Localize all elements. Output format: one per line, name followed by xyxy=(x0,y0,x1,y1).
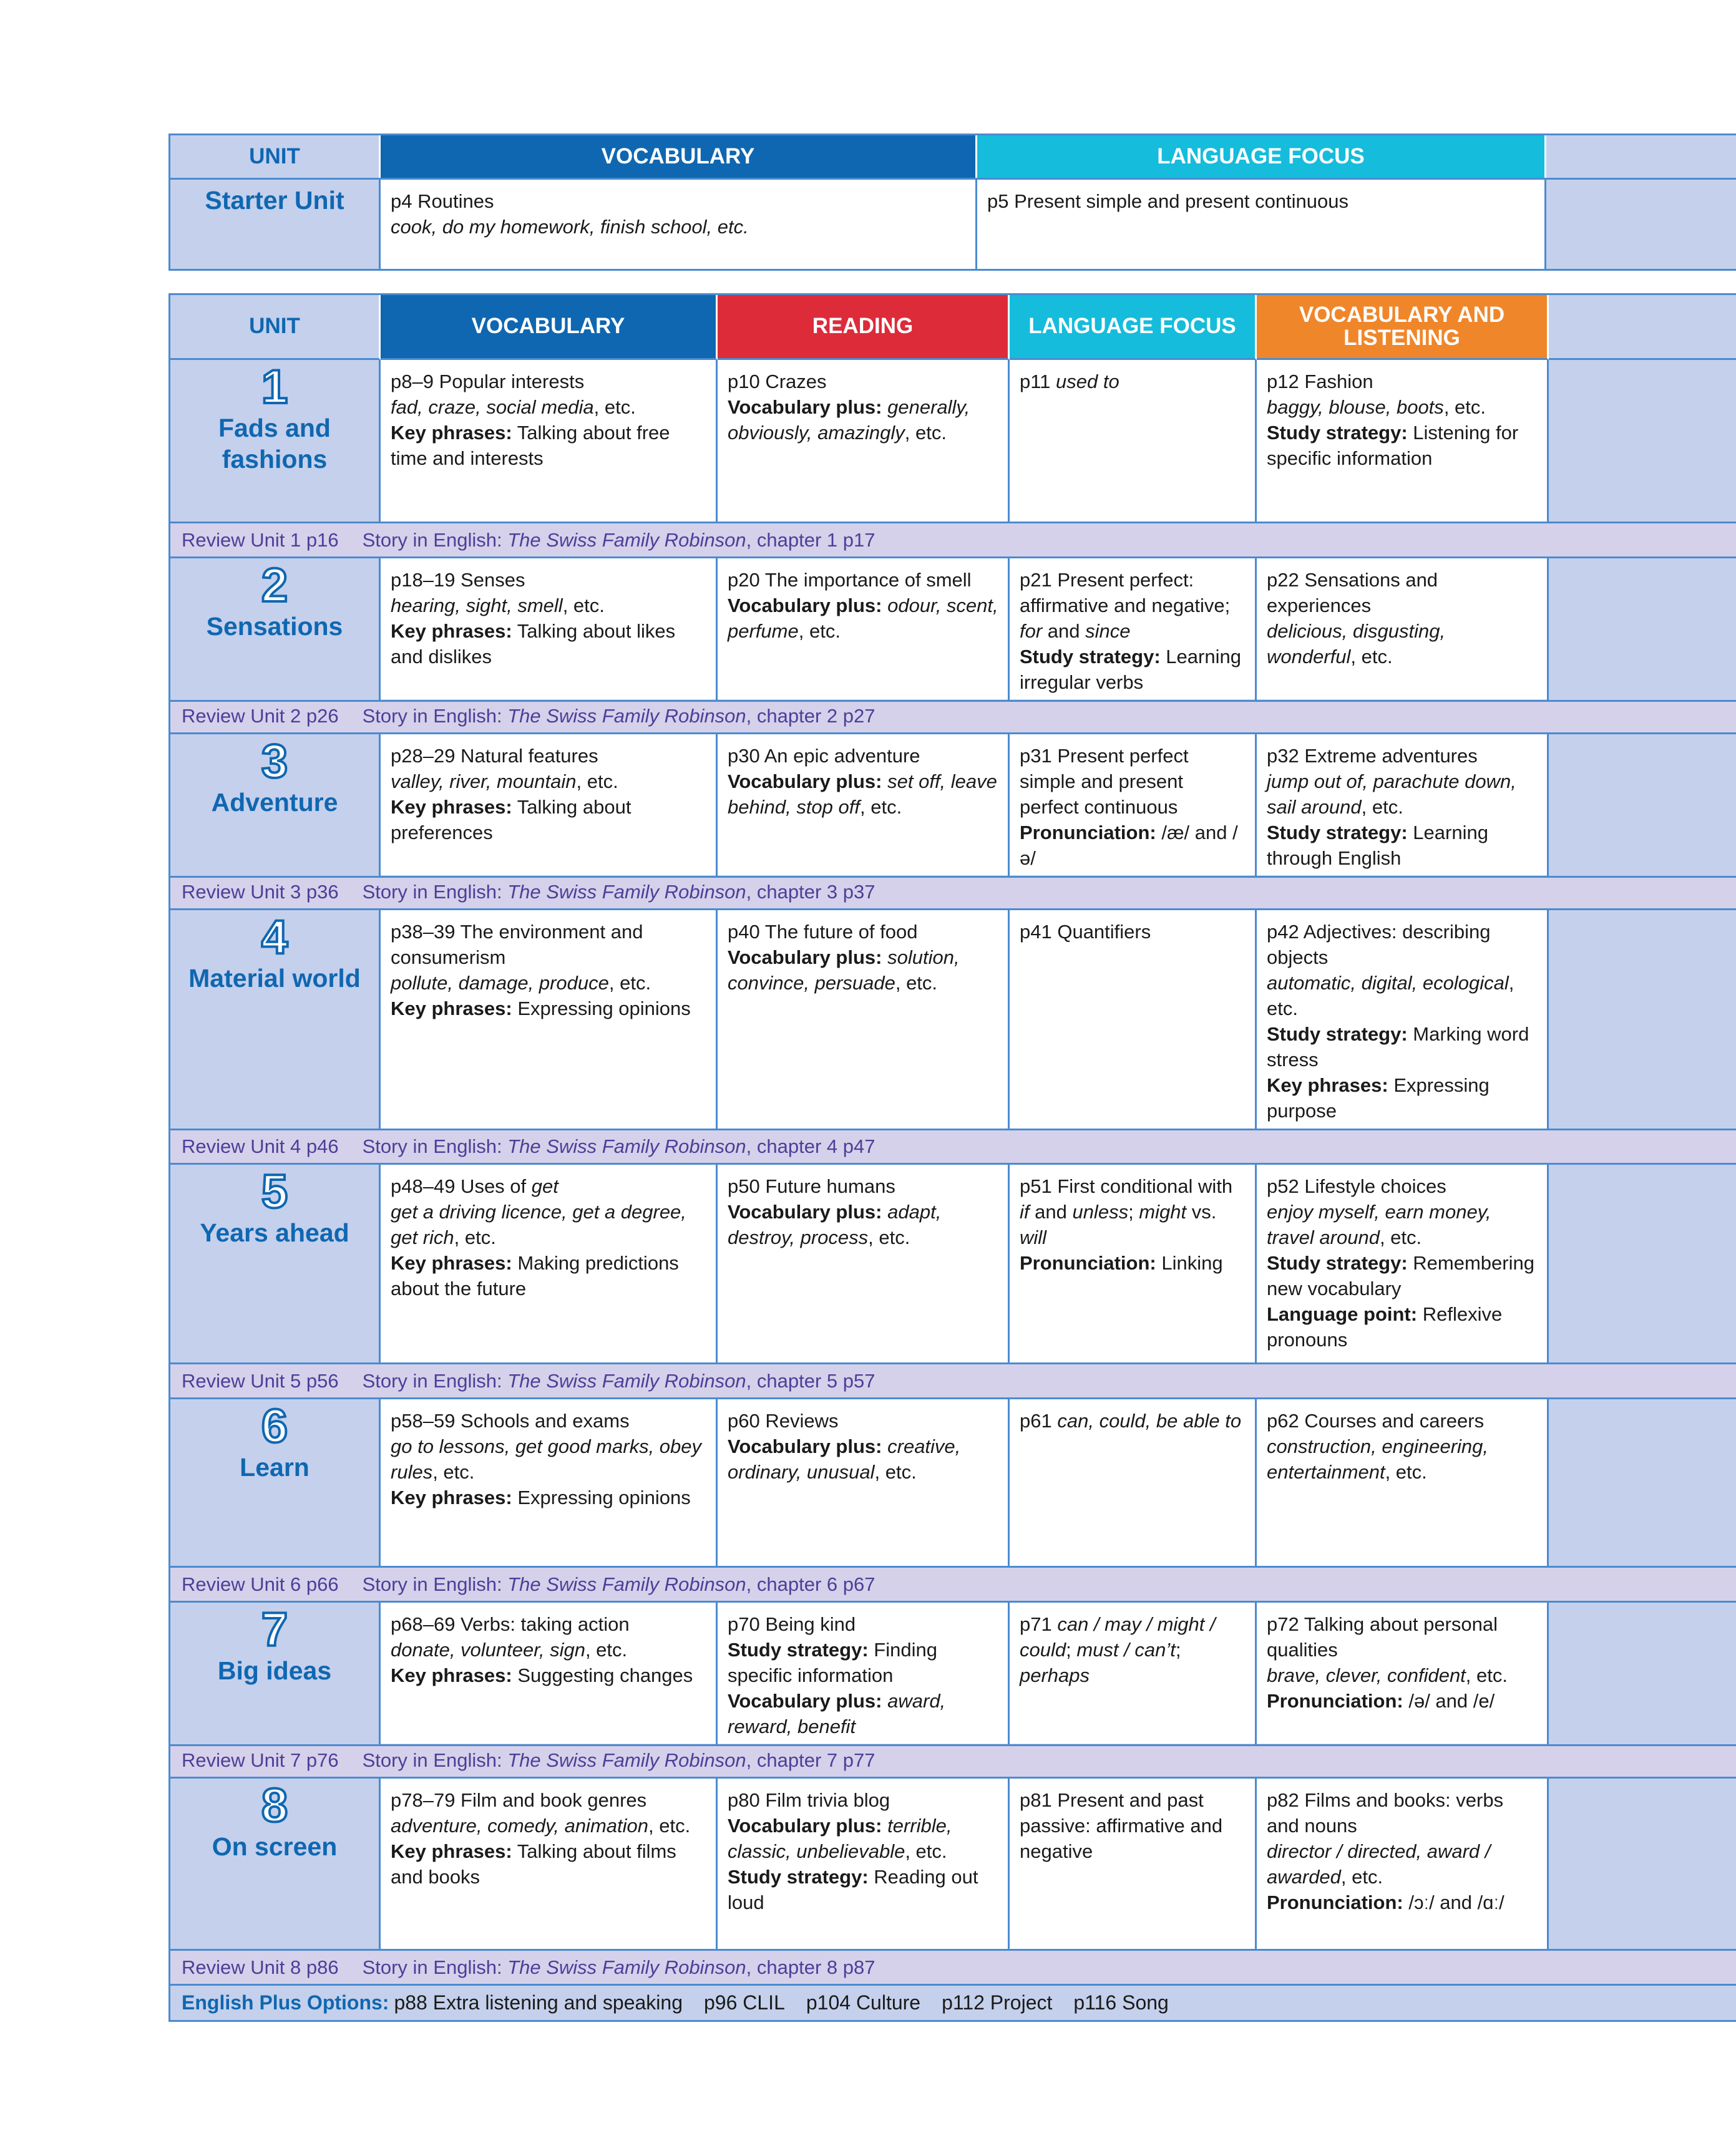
language-focus-cell xyxy=(1010,1165,1257,1364)
vocabulary-cell xyxy=(381,910,718,1130)
review-unit-link: Review Unit 4 p46 xyxy=(182,1135,339,1157)
unit-name: Fads and fashions xyxy=(218,414,331,473)
reading-title: p10 Crazes xyxy=(728,371,827,392)
vocab-listening-title: p42 Adjectives: describing objects xyxy=(1267,921,1491,968)
vocab-listening-study-strategy: Study strategy: Remembering new vocabulary xyxy=(1267,1252,1534,1299)
starter-unit-row xyxy=(168,178,1736,271)
vocabulary-cell xyxy=(381,1165,718,1364)
story-label: Story in English: xyxy=(362,1135,502,1157)
english-plus-item: p104 Culture xyxy=(806,1991,921,2014)
unit-row xyxy=(168,1399,1736,1568)
language-focus-pronunciation: Pronunciation: Linking xyxy=(1020,1252,1223,1274)
vocab-listening-title: p22 Sensations and experiences xyxy=(1267,569,1438,616)
language-focus-text: p71 can / may / might / could; must / can’t; perhaps xyxy=(1020,1613,1216,1686)
unit-row xyxy=(168,558,1736,699)
review-row xyxy=(168,1364,1736,1399)
unit-cell xyxy=(168,558,381,702)
vocab-listening-cell xyxy=(1257,1165,1549,1364)
vocab-listening-study-strategy: Study strategy: Listening for specific information xyxy=(1267,422,1519,469)
unit-row xyxy=(168,1603,1736,1744)
unit-row xyxy=(168,1165,1736,1364)
unit-number: 2 xyxy=(261,559,288,612)
starter-header-row xyxy=(168,134,1736,178)
main-vocabulary-listening-header: VOCABULARY AND LISTENING xyxy=(1257,295,1549,360)
vocab-listening-cell xyxy=(1257,1779,1549,1951)
story-title: The Swiss Family Robinson xyxy=(507,880,746,903)
vocabulary-cell xyxy=(381,1779,718,1951)
reading-vocabulary-plus: Vocabulary plus: odour, scent, perfume, etc. xyxy=(728,595,998,642)
language-focus-cell xyxy=(1010,734,1257,878)
english-plus-item: p116 Song xyxy=(1073,1991,1169,2014)
unit-number: 1 xyxy=(261,361,288,414)
story-label: Story in English: xyxy=(362,1956,502,1978)
vocabulary-cell xyxy=(381,360,718,523)
starter-language-focus-cell: p5 Present simple and present continuous xyxy=(977,180,1546,271)
story-label: Story in English: xyxy=(362,1573,502,1595)
unit-number: 7 xyxy=(261,1603,288,1656)
unit-cell xyxy=(168,1603,381,1746)
story-chapter: , chapter 6 p67 xyxy=(746,1573,875,1595)
vocabulary-examples: pollute, damage, produce, etc. xyxy=(391,972,651,994)
vocabulary-title: p38–39 The environment and consumerism xyxy=(391,921,643,968)
reading-vocabulary-plus: Vocabulary plus: creative, ordinary, unusual, etc. xyxy=(728,1435,961,1483)
reading-vocabulary-plus: Vocabulary plus: generally, obviously, amazingly, etc. xyxy=(728,396,970,444)
english-plus-label: English Plus Options: xyxy=(182,1991,389,2014)
vocab-listening-title: p32 Extreme adventures xyxy=(1267,745,1478,767)
vocabulary-title: p28–29 Natural features xyxy=(391,745,598,767)
language-focus-study-strategy: Study strategy: Learning irregular verbs xyxy=(1020,646,1241,693)
story-label: Story in English: xyxy=(362,704,502,727)
main-vocabulary-header: VOCABULARY xyxy=(381,295,718,360)
review-unit-link: Review Unit 6 p66 xyxy=(182,1573,339,1595)
vocabulary-cell xyxy=(381,558,718,702)
vocab-listening-examples: baggy, blouse, boots, etc. xyxy=(1267,396,1486,418)
vocabulary-title: p8–9 Popular interests xyxy=(391,371,585,392)
starter-table xyxy=(168,134,1736,271)
extra-cell xyxy=(1549,1779,1736,1951)
unit-cell xyxy=(168,734,381,878)
unit-cell xyxy=(168,1779,381,1951)
vocabulary-key-phrases: Key phrases: Talking about free time and interests xyxy=(391,422,670,469)
starter-language-focus-header: LANGUAGE FOCUS xyxy=(977,135,1546,178)
vocab-listening-title: p62 Courses and careers xyxy=(1267,1410,1485,1432)
review-row xyxy=(168,699,1736,734)
reading-vocabulary-plus: Vocabulary plus: set off, leave behind, stop off, etc. xyxy=(728,770,997,818)
vocabulary-key-phrases: Key phrases: Talking about films and books xyxy=(391,1840,676,1888)
vocab-listening-examples: brave, clever, confident, etc. xyxy=(1267,1664,1508,1686)
vocabulary-examples: go to lessons, get good marks, obey rules, etc. xyxy=(391,1435,702,1483)
unit-cell xyxy=(168,1399,381,1568)
story-title: The Swiss Family Robinson xyxy=(507,1956,746,1978)
vocabulary-title: p68–69 Verbs: taking action xyxy=(391,1613,630,1635)
review-row xyxy=(168,1568,1736,1603)
extra-cell xyxy=(1549,734,1736,878)
extra-cell xyxy=(1549,1165,1736,1364)
starter-vocabulary-examples: cook, do my homework, finish school, etc. xyxy=(391,216,749,238)
vocab-listening-title: p12 Fashion xyxy=(1267,371,1373,392)
unit-number: 3 xyxy=(261,735,288,788)
vocabulary-key-phrases: Key phrases: Expressing opinions xyxy=(391,998,691,1019)
vocabulary-key-phrases: Key phrases: Talking about likes and dislikes xyxy=(391,620,676,668)
english-plus-item: p88 Extra listening and speaking xyxy=(394,1991,683,2014)
vocab-listening-examples: director / directed, award / awarded, etc. xyxy=(1267,1840,1491,1888)
story-chapter: , chapter 8 p87 xyxy=(746,1956,875,1978)
unit-cell xyxy=(168,910,381,1130)
vocab-listening-cell xyxy=(1257,1603,1549,1746)
reading-cell xyxy=(718,1399,1010,1568)
vocabulary-examples: fad, craze, social media, etc. xyxy=(391,396,636,418)
unit-name: On screen xyxy=(212,1832,338,1861)
language-focus-cell xyxy=(1010,910,1257,1130)
vocab-listening-study-strategy: Study strategy: Marking word stress xyxy=(1267,1023,1529,1071)
starter-extra-header xyxy=(1546,135,1736,178)
extra-cell xyxy=(1549,910,1736,1130)
vocabulary-examples: get a driving licence, get a degree, get rich, etc. xyxy=(391,1201,686,1248)
reading-title: p30 An epic adventure xyxy=(728,745,920,767)
vocab-listening-study-strategy: Study strategy: Learning through English xyxy=(1267,822,1488,869)
unit-name: Big ideas xyxy=(217,1656,332,1685)
starter-extra-cell xyxy=(1546,180,1736,271)
story-title: The Swiss Family Robinson xyxy=(507,1369,746,1392)
story-label: Story in English: xyxy=(362,1749,502,1771)
story-title: The Swiss Family Robinson xyxy=(507,528,746,551)
vocabulary-key-phrases: Key phrases: Suggesting changes xyxy=(391,1664,693,1686)
starter-vocabulary-title: p4 Routines xyxy=(391,190,494,212)
starter-unit-header: UNIT xyxy=(168,135,381,178)
reading-study-strategy: Study strategy: Reading out loud xyxy=(728,1866,978,1913)
review-row xyxy=(168,523,1736,558)
review-row xyxy=(168,1130,1736,1165)
vocabulary-cell xyxy=(381,1603,718,1746)
main-header-row xyxy=(168,293,1736,360)
vocabulary-key-phrases: Key phrases: Talking about preferences xyxy=(391,796,631,843)
unit-number: 6 xyxy=(261,1400,288,1453)
vocab-listening-title: p72 Talking about personal qualities xyxy=(1267,1613,1498,1661)
review-unit-link: Review Unit 5 p56 xyxy=(182,1369,339,1392)
story-label: Story in English: xyxy=(362,528,502,551)
vocabulary-examples: hearing, sight, smell, etc. xyxy=(391,595,605,616)
review-row xyxy=(168,875,1736,910)
review-row xyxy=(168,1951,1736,1986)
language-focus-cell xyxy=(1010,1779,1257,1951)
reading-study-strategy: Study strategy: Finding specific information xyxy=(728,1639,937,1686)
unit-row xyxy=(168,910,1736,1130)
vocab-listening-examples: automatic, digital, ecological, etc. xyxy=(1267,972,1514,1019)
story-title: The Swiss Family Robinson xyxy=(507,1749,746,1771)
story-chapter: , chapter 1 p17 xyxy=(746,528,875,551)
vocab-listening-examples: enjoy myself, earn money, travel around, etc. xyxy=(1267,1201,1491,1248)
extra-cell xyxy=(1549,1603,1736,1746)
starter-unit-cell xyxy=(168,180,381,271)
story-label: Story in English: xyxy=(362,1369,502,1392)
vocab-listening-cell xyxy=(1257,558,1549,702)
unit-number: 8 xyxy=(261,1779,288,1832)
reading-cell xyxy=(718,360,1010,523)
extra-cell xyxy=(1549,360,1736,523)
starter-unit-name: Starter Unit xyxy=(205,186,344,215)
reading-title: p40 The future of food xyxy=(728,921,918,943)
vocab-listening-cell xyxy=(1257,734,1549,878)
vocab-listening-examples: construction, engineering, entertainment, etc. xyxy=(1267,1435,1489,1483)
reading-title: p50 Future humans xyxy=(728,1175,895,1197)
story-title: The Swiss Family Robinson xyxy=(507,704,746,727)
review-unit-link: Review Unit 3 p36 xyxy=(182,880,339,903)
language-focus-cell xyxy=(1010,558,1257,702)
reading-cell xyxy=(718,558,1010,702)
main-language-focus-header: LANGUAGE FOCUS xyxy=(1010,295,1257,360)
language-focus-pronunciation: Pronunciation: /æ/ and /ə/ xyxy=(1020,822,1238,869)
extra-cell xyxy=(1549,1399,1736,1568)
language-focus-text: p61 can, could, be able to xyxy=(1020,1410,1242,1432)
vocab-listening-cell xyxy=(1257,360,1549,523)
reading-vocabulary-plus: Vocabulary plus: terrible, classic, unbelievable, etc. xyxy=(728,1815,952,1862)
unit-name: Adventure xyxy=(211,788,338,817)
reading-cell xyxy=(718,1165,1010,1364)
unit-number: 5 xyxy=(261,1165,288,1218)
review-unit-link: Review Unit 1 p16 xyxy=(182,528,339,551)
story-chapter: , chapter 5 p57 xyxy=(746,1369,875,1392)
language-focus-cell xyxy=(1010,1603,1257,1746)
extra-cell xyxy=(1549,558,1736,702)
reading-cell xyxy=(718,734,1010,878)
vocabulary-examples: donate, volunteer, sign, etc. xyxy=(391,1639,628,1661)
story-title: The Swiss Family Robinson xyxy=(507,1135,746,1157)
vocabulary-cell xyxy=(381,734,718,878)
vocab-listening-key-phrases: Key phrases: Expressing purpose xyxy=(1267,1074,1490,1122)
reading-vocabulary-plus: Vocabulary plus: solution, convince, persuade, etc. xyxy=(728,946,960,994)
vocab-listening-examples: jump out of, parachute down, sail around, etc. xyxy=(1267,770,1516,818)
units-container xyxy=(168,360,1736,1986)
vocabulary-cell xyxy=(381,1399,718,1568)
unit-row xyxy=(168,360,1736,523)
vocabulary-title: p18–19 Senses xyxy=(391,569,525,591)
story-chapter: , chapter 7 p77 xyxy=(746,1749,875,1771)
review-unit-link: Review Unit 8 p86 xyxy=(182,1956,339,1978)
review-unit-link: Review Unit 7 p76 xyxy=(182,1749,339,1771)
story-title: The Swiss Family Robinson xyxy=(507,1573,746,1595)
vocab-listening-title: p82 Films and books: verbs and nouns xyxy=(1267,1789,1504,1837)
unit-cell xyxy=(168,1165,381,1364)
reading-vocabulary-plus: Vocabulary plus: award, reward, benefit xyxy=(728,1690,946,1737)
vocab-listening-title: p52 Lifestyle choices xyxy=(1267,1175,1446,1197)
reading-title: p80 Film trivia blog xyxy=(728,1789,890,1811)
reading-title: p70 Being kind xyxy=(728,1613,856,1635)
unit-row xyxy=(168,1779,1736,1951)
vocabulary-examples: valley, river, mountain, etc. xyxy=(391,770,618,792)
vocab-listening-cell xyxy=(1257,1399,1549,1568)
reading-cell xyxy=(718,910,1010,1130)
vocabulary-title: p48–49 Uses of get xyxy=(391,1175,558,1197)
vocab-listening-pronunciation: Pronunciation: /ɔː/ and /ɑː/ xyxy=(1267,1891,1504,1913)
language-focus-text: p31 Present perfect simple and present perfect continuous xyxy=(1020,745,1189,818)
language-focus-text: p51 First conditional with if and unless; might vs. will xyxy=(1020,1175,1233,1248)
vocab-listening-language-point: Language point: Reflexive pronouns xyxy=(1267,1303,1503,1351)
vocabulary-key-phrases: Key phrases: Making predictions about the future xyxy=(391,1252,679,1299)
reading-cell xyxy=(718,1603,1010,1746)
reading-title: p60 Reviews xyxy=(728,1410,839,1432)
review-row xyxy=(168,1744,1736,1779)
vocabulary-title: p78–79 Film and book genres xyxy=(391,1789,647,1811)
vocab-listening-pronunciation: Pronunciation: /ə/ and /e/ xyxy=(1267,1690,1495,1712)
starter-vocabulary-header: VOCABULARY xyxy=(381,135,977,178)
language-focus-text: p21 Present perfect: affirmative and negative; for and since xyxy=(1020,569,1231,642)
main-extra-header xyxy=(1549,295,1736,360)
vocabulary-examples: adventure, comedy, animation, etc. xyxy=(391,1815,691,1837)
story-chapter: , chapter 3 p37 xyxy=(746,880,875,903)
starter-vocabulary-cell xyxy=(381,180,977,271)
main-unit-header: UNIT xyxy=(168,295,381,360)
unit-name: Years ahead xyxy=(200,1218,349,1247)
unit-cell xyxy=(168,360,381,523)
story-chapter: , chapter 2 p27 xyxy=(746,704,875,727)
vocabulary-title: p58–59 Schools and exams xyxy=(391,1410,630,1432)
unit-row xyxy=(168,734,1736,875)
language-focus-text: p11 used to xyxy=(1020,371,1119,392)
language-focus-text: p81 Present and past passive: affirmative and negative xyxy=(1020,1789,1223,1862)
unit-name: Material world xyxy=(188,964,361,993)
english-plus-item: p112 Project xyxy=(942,1991,1053,2014)
reading-cell xyxy=(718,1779,1010,1951)
reading-title: p20 The importance of smell xyxy=(728,569,972,591)
english-plus-item: p96 CLIL xyxy=(703,1991,785,2014)
story-label: Story in English: xyxy=(362,880,502,903)
language-focus-text: p41 Quantifiers xyxy=(1020,921,1151,943)
english-plus-options xyxy=(168,1986,1736,2022)
story-chapter: , chapter 4 p47 xyxy=(746,1135,875,1157)
unit-number: 4 xyxy=(261,911,288,964)
main-table xyxy=(168,293,1736,2022)
main-reading-header: READING xyxy=(718,295,1010,360)
vocab-listening-examples: delicious, disgusting, wonderful, etc. xyxy=(1267,620,1446,668)
unit-name: Learn xyxy=(240,1453,310,1482)
language-focus-cell xyxy=(1010,360,1257,523)
language-focus-cell xyxy=(1010,1399,1257,1568)
vocab-listening-cell xyxy=(1257,910,1549,1130)
vocabulary-key-phrases: Key phrases: Expressing opinions xyxy=(391,1487,691,1508)
reading-vocabulary-plus: Vocabulary plus: adapt, destroy, process, etc. xyxy=(728,1201,942,1248)
review-unit-link: Review Unit 2 p26 xyxy=(182,704,339,727)
unit-name: Sensations xyxy=(206,612,343,641)
